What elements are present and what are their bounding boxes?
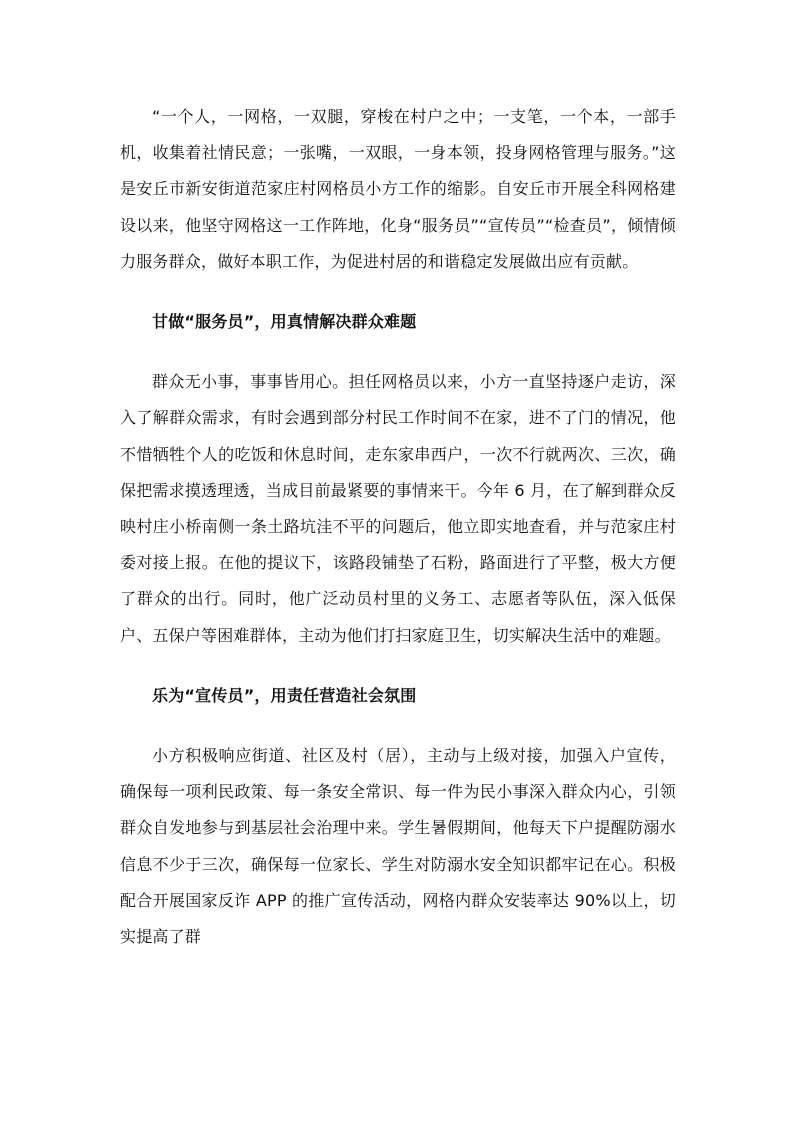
section-heading-service: 甘做“服务员”，用真情解决群众难题 xyxy=(152,312,417,332)
document-body xyxy=(120,99,676,955)
section-heading-publicity: 乐为“宣传员”，用责任营造社会氛围 xyxy=(152,685,417,705)
section-paragraph-service: 群众无小事，事事皆用心。担任网格员以来，小方一直坚持逐户走访，深入了解群众需求，有时会遇到部分村民工作时间不在家，进不了门的情况，他不惜牺牲个人的吃饭和休息时间，走东家串西户，一次不行就两次、三次，确保把需求摸透理透，当成目前最紧要的事情来干。今年 6 月，在了解到群众反映村庄小桥南侧一条土路坑洼不平的问题后，他立即实地查看，并与范家庄村委对接上报。在他的提议下，该路段铺垫了石粉，路面进行了平整，极大方便了群众的出行。同时，他广泛动员村里的义务工、志愿者等队伍，深入低保户、五保户等困难群体，主动为他们打扫家庭卫生，切实解决生活中的难题。 xyxy=(120,372,676,645)
section-paragraph-publicity: 小方积极响应街道、社区及村（居），主动与上级对接，加强入户宣传，确保每一项利民政策、每一条安全常识、每一件为民小事深入群众内心，引领群众自发地参与到基层社会治理中来。学生暑假期间，他每天下户提醒防溺水信息不少于三次，确保每一位家长、学生对防溺水安全知识都牢记在心。积极配合开展国家反诈 APP 的推广宣传活动，网格内群众安装率达 90%以上，切实提高了群 xyxy=(120,746,676,947)
intro-paragraph: “一个人，一网格，一双腿，穿梭在村户之中；一支笔，一个本，一部手机，收集着社情民意；一张嘴，一双眼，一身本领，投身网格管理与服务。”这是安丘市新安街道范家庄村网格员小方工作的缩影。自安丘市开展全科网格建设以来，他坚守网格这一工作阵地，化身“服务员”“宣传员”“检查员”，倾情倾力服务群众，做好本职工作，为促进村居的和谐稳定发展做出应有贡献。 xyxy=(120,107,676,271)
